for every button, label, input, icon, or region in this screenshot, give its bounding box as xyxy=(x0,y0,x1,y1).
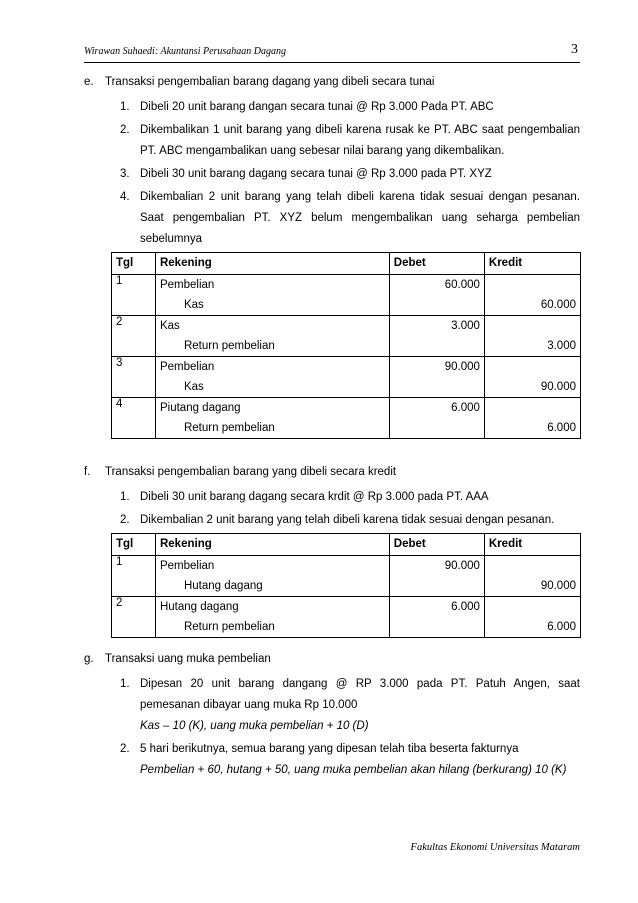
kredit-value: 3.000 xyxy=(547,340,576,352)
cell-tgl: 1 xyxy=(112,556,156,597)
section-title-text: Transaksi uang muka pembelian xyxy=(105,653,271,665)
cell-kredit xyxy=(484,316,580,357)
kredit-value: 90.000 xyxy=(540,580,576,592)
section-title xyxy=(84,74,580,90)
cell-tgl: 4 xyxy=(112,398,156,439)
credit-account: Return pembelian xyxy=(183,422,275,434)
cell-kredit xyxy=(484,357,580,398)
item-text: Dikembalian 2 unit barang yang telah dibeli karena tidak sesuai dengan pesanan. xyxy=(140,514,555,526)
section-letter: e. xyxy=(84,76,94,88)
section-g xyxy=(84,651,580,783)
cell-kredit xyxy=(484,556,580,597)
list-item xyxy=(84,510,580,531)
item-text: Dikembalian 2 unit barang yang telah dibeli karena tidak sesuai dengan pesanan. Saat pengembalian PT. XYZ belum mengembalikan uang seharga pembelian sebelumnya xyxy=(140,191,580,245)
col-kredit: Kredit xyxy=(484,534,580,556)
item-number: 3. xyxy=(120,168,130,180)
item-number: 2. xyxy=(120,124,130,136)
list-item xyxy=(84,164,580,185)
table-header-row xyxy=(112,253,581,275)
transaction-list xyxy=(84,487,580,531)
debit-account: Pembelian xyxy=(159,361,215,373)
header-title: Wirawan Suhaedi: Akuntansi Perusahaan Dagang xyxy=(84,46,287,57)
item-text: Dibeli 30 unit barang dagang secara krdit @ Rp 3.000 pada PT. AAA xyxy=(140,491,489,503)
cell-rekening xyxy=(155,357,389,398)
section-letter: g. xyxy=(84,653,94,665)
cell-rekening xyxy=(155,398,389,439)
item-number: 1. xyxy=(120,491,130,503)
section-title xyxy=(84,651,580,667)
credit-account: Hutang dagang xyxy=(183,580,263,592)
cell-tgl: 2 xyxy=(112,316,156,357)
cell-debet xyxy=(389,556,484,597)
cell-rekening xyxy=(155,316,389,357)
table-row xyxy=(112,597,581,638)
list-item xyxy=(84,97,580,118)
cell-rekening xyxy=(155,556,389,597)
list-item xyxy=(84,120,580,162)
item-number: 1. xyxy=(120,101,130,113)
col-tgl: Tgl xyxy=(112,253,156,275)
table-row xyxy=(112,556,581,597)
col-tgl: Tgl xyxy=(112,534,156,556)
page-number: 3 xyxy=(571,42,578,57)
item-number: 2. xyxy=(120,514,130,526)
list-item xyxy=(84,739,580,781)
credit-account: Kas xyxy=(183,381,204,393)
item-text: Dibeli 20 unit barang dangan secara tunai @ Rp 3.000 Pada PT. ABC xyxy=(140,101,494,113)
journal-table-e xyxy=(111,252,581,439)
cell-kredit xyxy=(484,597,580,638)
list-item xyxy=(84,674,580,737)
kredit-value: 90.000 xyxy=(540,381,576,393)
debet-value: 60.000 xyxy=(444,279,480,291)
item-number: 4. xyxy=(120,191,130,203)
col-rekening: Rekening xyxy=(155,253,389,275)
cell-debet xyxy=(389,316,484,357)
credit-account: Return pembelian xyxy=(183,621,275,633)
cell-tgl: 3 xyxy=(112,357,156,398)
cell-rekening xyxy=(155,597,389,638)
journal-table-f xyxy=(111,533,581,638)
debet-value: 3.000 xyxy=(451,320,480,332)
kredit-value: 6.000 xyxy=(547,422,576,434)
journal-note: Kas – 10 (K), uang muka pembelian + 10 (D) xyxy=(140,720,369,732)
debit-account: Hutang dagang xyxy=(159,601,239,613)
item-text: Dipesan 20 unit barang dangang @ RP 3.000 pada PT. Patuh Angen, saat pemesanan dibayar uang muka Rp 10.000 xyxy=(140,678,580,711)
item-text: Dikembalikan 1 unit barang yang dibeli karena rusak ke PT. ABC saat pengembalian PT. ABC mengambalikan uang sebesar nilai barang yang dikembalikan. xyxy=(140,124,580,157)
cell-debet xyxy=(389,398,484,439)
debit-account: Kas xyxy=(159,320,180,332)
debet-value: 90.000 xyxy=(444,560,480,572)
section-f xyxy=(84,464,580,638)
page-header xyxy=(84,42,580,63)
section-letter: f. xyxy=(84,466,91,478)
item-number: 2. xyxy=(120,743,130,755)
col-debet: Debet xyxy=(389,253,484,275)
kredit-value: 60.000 xyxy=(540,299,576,311)
transaction-list xyxy=(84,674,580,781)
list-item xyxy=(84,187,580,250)
item-text: Dibeli 30 unit barang dagang secara tunai @ Rp 3.000 pada PT. XYZ xyxy=(140,168,492,180)
table-row xyxy=(112,398,581,439)
cell-rekening xyxy=(155,275,389,316)
cell-kredit xyxy=(484,398,580,439)
debet-value: 6.000 xyxy=(451,402,480,414)
page-footer: Fakultas Ekonomi Universitas Mataram xyxy=(410,842,580,853)
section-title-text: Transaksi pengembalian barang dagang yang dibeli secara tunai xyxy=(105,76,435,88)
credit-account: Return pembelian xyxy=(183,340,275,352)
cell-debet xyxy=(389,357,484,398)
col-rekening: Rekening xyxy=(155,534,389,556)
debet-value: 6.000 xyxy=(451,601,480,613)
journal-note: Pembelian + 60, hutang + 50, uang muka pembelian akan hilang (berkurang) 10 (K) xyxy=(140,764,567,776)
table-row xyxy=(112,275,581,316)
cell-kredit xyxy=(484,275,580,316)
col-kredit: Kredit xyxy=(484,253,580,275)
col-debet: Debet xyxy=(389,534,484,556)
list-item xyxy=(84,487,580,508)
cell-debet xyxy=(389,275,484,316)
debit-account: Pembelian xyxy=(159,279,215,291)
credit-account: Kas xyxy=(183,299,204,311)
item-text: 5 hari berikutnya, semua barang yang dipesan telah tiba beserta fakturnya xyxy=(140,743,519,755)
section-e xyxy=(84,74,580,439)
transaction-list xyxy=(84,97,580,250)
debet-value: 90.000 xyxy=(444,361,480,373)
cell-tgl: 2 xyxy=(112,597,156,638)
item-number: 1. xyxy=(120,678,130,690)
section-title-text: Transaksi pengembalian barang yang dibeli secara kredit xyxy=(105,466,397,478)
table-row xyxy=(112,316,581,357)
cell-debet xyxy=(389,597,484,638)
section-title xyxy=(84,464,580,480)
table-row xyxy=(112,357,581,398)
table-header-row xyxy=(112,534,581,556)
debit-account: Piutang dagang xyxy=(159,402,241,414)
cell-tgl: 1 xyxy=(112,275,156,316)
kredit-value: 6.000 xyxy=(547,621,576,633)
debit-account: Pembelian xyxy=(159,560,215,572)
